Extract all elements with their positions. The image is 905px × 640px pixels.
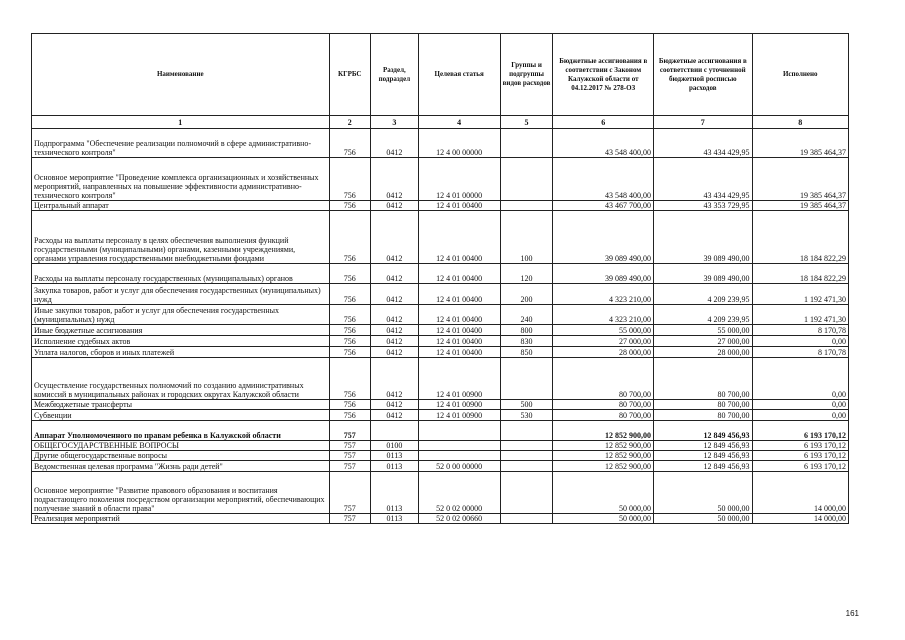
row-target: 52 0 02 00660: [418, 514, 500, 524]
row-refined-amount: 12 849 456,93: [654, 441, 752, 451]
row-name: Межбюджетные трансферты: [32, 400, 330, 410]
row-name: Подпрограмма "Обеспечение реализации полномочий в сфере административно-технического контроля": [32, 129, 330, 158]
row-target: 52 0 00 00000: [418, 461, 500, 472]
row-kgrbs: 756: [329, 129, 370, 158]
row-refined-amount: 28 000,00: [654, 347, 752, 358]
column-number: 1: [32, 116, 330, 129]
row-executed-amount: 19 385 464,37: [752, 158, 848, 201]
row-kgrbs: 757: [329, 421, 370, 441]
column-number: 4: [418, 116, 500, 129]
row-groups: [500, 514, 553, 524]
row-section: 0412: [371, 347, 419, 358]
header-law: Бюджетные ассигнования в соответствии с Законом Калужской области от 04.12.2017 № 278-ОЗ: [553, 34, 654, 116]
table-row: [32, 201, 849, 211]
header-target: Целевая статья: [418, 34, 500, 116]
row-section: 0412: [371, 305, 419, 325]
header-groups: Группы и подгруппы видов расходов: [500, 34, 553, 116]
row-executed-amount: 1 192 471,30: [752, 305, 848, 325]
row-section: 0412: [371, 264, 419, 284]
row-groups: [500, 129, 553, 158]
row-executed-amount: 0,00: [752, 358, 848, 400]
row-groups: 100: [500, 211, 553, 264]
row-executed-amount: 0,00: [752, 400, 848, 410]
table-row: [32, 358, 849, 400]
row-law-amount: 39 089 490,00: [553, 211, 654, 264]
row-law-amount: 43 467 700,00: [553, 201, 654, 211]
row-groups: [500, 461, 553, 472]
row-name: Реализация мероприятий: [32, 514, 330, 524]
row-groups: 200: [500, 284, 553, 305]
row-kgrbs: 756: [329, 305, 370, 325]
table-row: [32, 347, 849, 358]
table-row: [32, 336, 849, 347]
row-kgrbs: 756: [329, 284, 370, 305]
row-kgrbs: 756: [329, 410, 370, 421]
table-row: [32, 400, 849, 410]
row-refined-amount: 80 700,00: [654, 400, 752, 410]
row-law-amount: 12 852 900,00: [553, 441, 654, 451]
table-row: [32, 421, 849, 441]
row-groups: [500, 358, 553, 400]
row-kgrbs: 757: [329, 441, 370, 451]
row-name: Уплата налогов, сборов и иных платежей: [32, 347, 330, 358]
row-law-amount: 80 700,00: [553, 410, 654, 421]
row-section: 0113: [371, 451, 419, 461]
row-law-amount: 43 548 400,00: [553, 158, 654, 201]
row-kgrbs: 756: [329, 325, 370, 336]
row-law-amount: 27 000,00: [553, 336, 654, 347]
row-refined-amount: 39 089 490,00: [654, 264, 752, 284]
row-section: 0113: [371, 461, 419, 472]
row-groups: [500, 421, 553, 441]
row-law-amount: 50 000,00: [553, 472, 654, 514]
row-kgrbs: 756: [329, 211, 370, 264]
row-law-amount: 39 089 490,00: [553, 264, 654, 284]
page-number: 161: [845, 609, 859, 618]
row-section: 0412: [371, 201, 419, 211]
table-row: [32, 325, 849, 336]
row-refined-amount: 12 849 456,93: [654, 451, 752, 461]
row-section: 0412: [371, 158, 419, 201]
row-groups: 800: [500, 325, 553, 336]
row-target: 12 4 01 00900: [418, 410, 500, 421]
row-law-amount: 43 548 400,00: [553, 129, 654, 158]
row-executed-amount: 0,00: [752, 410, 848, 421]
header-refined: Бюджетные ассигнования в соответствии с уточненной бюджетной росписью расходов: [654, 34, 752, 116]
row-name: Закупка товаров, работ и услуг для обеспечения государственных (муниципальных) нужд: [32, 284, 330, 305]
row-section: 0113: [371, 514, 419, 524]
row-kgrbs: 756: [329, 347, 370, 358]
row-law-amount: 50 000,00: [553, 514, 654, 524]
row-target: 12 4 01 00000: [418, 158, 500, 201]
row-law-amount: 28 000,00: [553, 347, 654, 358]
row-kgrbs: 756: [329, 400, 370, 410]
row-groups: 240: [500, 305, 553, 325]
row-law-amount: 12 852 900,00: [553, 451, 654, 461]
table-row: [32, 441, 849, 451]
table-row: [32, 451, 849, 461]
column-number: 8: [752, 116, 848, 129]
row-law-amount: 4 323 210,00: [553, 305, 654, 325]
row-refined-amount: 4 209 239,95: [654, 284, 752, 305]
row-refined-amount: 80 700,00: [654, 410, 752, 421]
row-executed-amount: 0,00: [752, 336, 848, 347]
row-section: 0100: [371, 441, 419, 451]
row-law-amount: 55 000,00: [553, 325, 654, 336]
row-executed-amount: 6 193 170,12: [752, 421, 848, 441]
row-refined-amount: 50 000,00: [654, 514, 752, 524]
header-kgrbs: КГРБС: [329, 34, 370, 116]
row-name: Ведомственная целевая программа "Жизнь ради детей": [32, 461, 330, 472]
row-groups: [500, 441, 553, 451]
row-executed-amount: 14 000,00: [752, 514, 848, 524]
row-executed-amount: 14 000,00: [752, 472, 848, 514]
row-kgrbs: 757: [329, 461, 370, 472]
row-kgrbs: 756: [329, 336, 370, 347]
row-name: Иные закупки товаров, работ и услуг для обеспечения государственных (муниципальных) нужд: [32, 305, 330, 325]
row-name: ОБЩЕГОСУДАРСТВЕННЫЕ ВОПРОСЫ: [32, 441, 330, 451]
row-kgrbs: 756: [329, 264, 370, 284]
row-section: 0412: [371, 284, 419, 305]
table-row: [32, 284, 849, 305]
row-section: 0412: [371, 129, 419, 158]
row-refined-amount: 27 000,00: [654, 336, 752, 347]
row-target: 12 4 01 00400: [418, 201, 500, 211]
table-row: [32, 129, 849, 158]
row-refined-amount: 43 434 429,95: [654, 158, 752, 201]
row-refined-amount: 12 849 456,93: [654, 461, 752, 472]
row-executed-amount: 8 170,78: [752, 347, 848, 358]
table-row: [32, 514, 849, 524]
row-section: 0412: [371, 336, 419, 347]
column-number: 2: [329, 116, 370, 129]
row-target: 12 4 01 00400: [418, 305, 500, 325]
row-target: [418, 441, 500, 451]
row-executed-amount: 19 385 464,37: [752, 201, 848, 211]
row-section: [371, 421, 419, 441]
row-target: 12 4 01 00400: [418, 284, 500, 305]
row-groups: 500: [500, 400, 553, 410]
header-section: Раздел, подраздел: [371, 34, 419, 116]
table-row: [32, 472, 849, 514]
row-refined-amount: 43 434 429,95: [654, 129, 752, 158]
table-row: [32, 211, 849, 264]
row-section: 0412: [371, 400, 419, 410]
row-target: 52 0 02 00000: [418, 472, 500, 514]
row-name: Исполнение судебных актов: [32, 336, 330, 347]
column-number: 7: [654, 116, 752, 129]
row-refined-amount: 80 700,00: [654, 358, 752, 400]
row-refined-amount: 12 849 456,93: [654, 421, 752, 441]
row-name: Иные бюджетные ассигнования: [32, 325, 330, 336]
table-row: [32, 410, 849, 421]
row-refined-amount: 39 089 490,00: [654, 211, 752, 264]
row-name: Осуществление государственных полномочий по созданию административных комиссий в муниципальных районах и городских округах Калужской области: [32, 358, 330, 400]
budget-table: [31, 33, 849, 524]
table-row: [32, 461, 849, 472]
row-refined-amount: 4 209 239,95: [654, 305, 752, 325]
row-law-amount: 12 852 900,00: [553, 461, 654, 472]
row-refined-amount: 50 000,00: [654, 472, 752, 514]
table-row: [32, 305, 849, 325]
row-groups: [500, 451, 553, 461]
row-executed-amount: 6 193 170,12: [752, 441, 848, 451]
row-target: 12 4 00 00000: [418, 129, 500, 158]
row-executed-amount: 6 193 170,12: [752, 461, 848, 472]
row-executed-amount: 18 184 822,29: [752, 264, 848, 284]
row-target: 12 4 01 00400: [418, 336, 500, 347]
row-section: 0412: [371, 325, 419, 336]
row-groups: 530: [500, 410, 553, 421]
row-name: Основное мероприятие "Развитие правового образования и воспитания подрастающего поколения посредством организации мероприятий, обеспечивающих получение знаний в области права": [32, 472, 330, 514]
row-name: Расходы на выплаты персоналу в целях обеспечения выполнения функций государственными (муниципальными) органами, казенными учреждениями, органами управления государственными внебюджетными фондами: [32, 211, 330, 264]
row-name: Аппарат Уполномоченного по правам ребенка в Калужской области: [32, 421, 330, 441]
row-target: 12 4 01 00400: [418, 264, 500, 284]
row-name: Основное мероприятие "Проведение комплекса организационных и хозяйственных мероприятий, направленных на повышение эффективности административно-технического контроля": [32, 158, 330, 201]
row-groups: 850: [500, 347, 553, 358]
row-refined-amount: 55 000,00: [654, 325, 752, 336]
row-section: 0412: [371, 211, 419, 264]
row-target: [418, 451, 500, 461]
row-kgrbs: 756: [329, 358, 370, 400]
row-groups: 830: [500, 336, 553, 347]
row-refined-amount: 43 353 729,95: [654, 201, 752, 211]
table-row: [32, 158, 849, 201]
column-number: 5: [500, 116, 553, 129]
row-section: 0113: [371, 472, 419, 514]
row-target: 12 4 01 00400: [418, 325, 500, 336]
row-kgrbs: 756: [329, 158, 370, 201]
column-numbers-row: [32, 116, 849, 129]
row-law-amount: 80 700,00: [553, 358, 654, 400]
row-kgrbs: 756: [329, 201, 370, 211]
row-name: Субвенции: [32, 410, 330, 421]
row-name: Центральный аппарат: [32, 201, 330, 211]
row-law-amount: 12 852 900,00: [553, 421, 654, 441]
row-target: 12 4 01 00400: [418, 347, 500, 358]
row-executed-amount: 18 184 822,29: [752, 211, 848, 264]
column-number: 3: [371, 116, 419, 129]
row-target: 12 4 01 00900: [418, 358, 500, 400]
row-groups: 120: [500, 264, 553, 284]
row-law-amount: 4 323 210,00: [553, 284, 654, 305]
column-number: 6: [553, 116, 654, 129]
row-target: [418, 421, 500, 441]
header-name: Наименование: [32, 34, 330, 116]
header-row: [32, 34, 849, 116]
row-target: 12 4 01 00400: [418, 211, 500, 264]
row-executed-amount: 19 385 464,37: [752, 129, 848, 158]
row-target: 12 4 01 00900: [418, 400, 500, 410]
row-groups: [500, 472, 553, 514]
row-law-amount: 80 700,00: [553, 400, 654, 410]
row-kgrbs: 757: [329, 514, 370, 524]
row-name: Другие общегосударственные вопросы: [32, 451, 330, 461]
header-executed: Исполнено: [752, 34, 848, 116]
row-section: 0412: [371, 358, 419, 400]
row-groups: [500, 201, 553, 211]
table-row: [32, 264, 849, 284]
row-executed-amount: 1 192 471,30: [752, 284, 848, 305]
row-groups: [500, 158, 553, 201]
row-name: Расходы на выплаты персоналу государственных (муниципальных) органов: [32, 264, 330, 284]
row-section: 0412: [371, 410, 419, 421]
row-executed-amount: 8 170,78: [752, 325, 848, 336]
row-kgrbs: 757: [329, 451, 370, 461]
row-executed-amount: 6 193 170,12: [752, 451, 848, 461]
row-kgrbs: 757: [329, 472, 370, 514]
